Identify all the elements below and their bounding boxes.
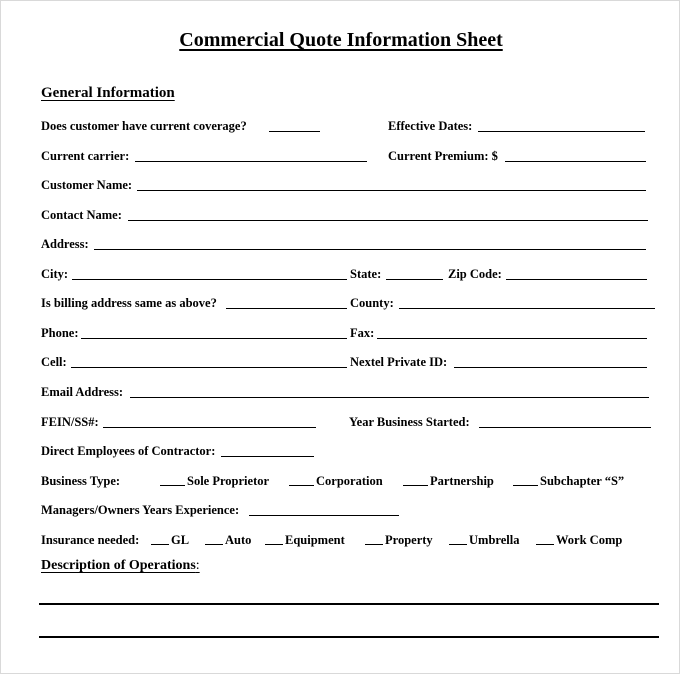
billing-same-label: Is billing address same as above? (41, 296, 217, 310)
row-direct-employees (41, 443, 661, 461)
row-contact-name (41, 207, 661, 225)
option-label: Umbrella (469, 533, 520, 547)
managers-experience-label: Managers/Owners Years Experience: (41, 503, 240, 517)
option-label: Partnership (430, 474, 494, 488)
email-address-field[interactable] (130, 397, 649, 398)
address-label: Address: (41, 237, 89, 251)
row-address (41, 236, 661, 254)
county-label: County: (350, 296, 394, 310)
fein-field[interactable] (103, 427, 316, 428)
business-type-checkbox[interactable] (403, 485, 428, 486)
insurance-checkbox[interactable] (151, 544, 169, 545)
current-coverage-label: Does customer have current coverage? (41, 119, 247, 133)
effective-dates-label: Effective Dates: (388, 119, 473, 133)
option-label: Subchapter “S” (540, 474, 625, 488)
description-line[interactable] (39, 603, 659, 605)
insurance-checkbox[interactable] (365, 544, 383, 545)
option-label: GL (171, 533, 190, 547)
insurance-option[interactable] (151, 532, 189, 548)
nextel-id-field[interactable] (454, 367, 647, 368)
address-field[interactable] (94, 249, 646, 250)
business-type-option[interactable] (160, 473, 269, 489)
row-city (41, 266, 661, 284)
contact-name-label: Contact Name: (41, 208, 122, 222)
managers-experience-field[interactable] (249, 515, 399, 516)
option-label: Corporation (316, 474, 383, 488)
business-type-checkbox[interactable] (289, 485, 314, 486)
effective-dates-field[interactable] (478, 131, 645, 132)
business-type-option[interactable] (403, 473, 494, 489)
state-label: State: (350, 267, 382, 281)
insurance-checkbox[interactable] (536, 544, 554, 545)
fein-label: FEIN/SS#: (41, 415, 99, 429)
contact-name-field[interactable] (128, 220, 648, 221)
insurance-needed-label: Insurance needed: (41, 533, 140, 547)
row-business-type (41, 473, 661, 491)
year-business-started-label: Year Business Started: (349, 415, 470, 429)
insurance-checkbox[interactable] (205, 544, 223, 545)
general-information-heading: General Information (41, 85, 175, 101)
cell-label: Cell: (41, 355, 67, 369)
row-coverage (41, 118, 661, 136)
option-label: Auto (225, 533, 252, 547)
description-line[interactable] (39, 636, 659, 638)
row-carrier (41, 148, 661, 166)
insurance-checkbox[interactable] (265, 544, 283, 545)
insurance-option[interactable] (536, 532, 622, 548)
current-carrier-field[interactable] (135, 161, 367, 162)
phone-label: Phone: (41, 326, 79, 340)
form-title: Commercial Quote Information Sheet (179, 29, 503, 51)
insurance-option[interactable] (205, 532, 251, 548)
cell-field[interactable] (71, 367, 347, 368)
email-address-label: Email Address: (41, 385, 124, 399)
row-insurance-needed (41, 532, 661, 550)
fax-label: Fax: (350, 326, 375, 340)
row-cell (41, 354, 661, 372)
insurance-option[interactable] (449, 532, 519, 548)
business-type-checkbox[interactable] (513, 485, 538, 486)
current-coverage-field[interactable] (269, 131, 320, 132)
row-customer-name (41, 177, 661, 195)
business-type-option[interactable] (289, 473, 383, 489)
row-phone (41, 325, 661, 343)
fax-field[interactable] (377, 338, 647, 339)
direct-employees-label: Direct Employees of Contractor: (41, 444, 216, 458)
description-of-operations-heading: Description of Operations: (41, 558, 200, 573)
nextel-id-label: Nextel Private ID: (350, 355, 448, 369)
city-label: City: (41, 267, 69, 281)
option-label: Sole Proprietor (187, 474, 270, 488)
current-premium-label: Current Premium: $ (388, 149, 498, 163)
customer-name-label: Customer Name: (41, 178, 133, 192)
business-type-label: Business Type: (41, 474, 121, 488)
insurance-checkbox[interactable] (449, 544, 467, 545)
business-type-option[interactable] (513, 473, 624, 489)
current-premium-field[interactable] (505, 161, 646, 162)
insurance-option[interactable] (365, 532, 433, 548)
insurance-option[interactable] (265, 532, 345, 548)
row-fein (41, 414, 661, 432)
option-label: Property (385, 533, 433, 547)
row-billing (41, 295, 661, 313)
row-email (41, 384, 661, 402)
phone-field[interactable] (81, 338, 347, 339)
current-carrier-label: Current carrier: (41, 149, 130, 163)
zip-code-field[interactable] (506, 279, 647, 280)
city-field[interactable] (72, 279, 347, 280)
zip-code-label: Zip Code: (448, 267, 502, 281)
billing-same-field[interactable] (226, 308, 347, 309)
year-business-started-field[interactable] (479, 427, 651, 428)
row-managers-experience (41, 502, 661, 520)
direct-employees-field[interactable] (221, 456, 314, 457)
county-field[interactable] (399, 308, 655, 309)
business-type-checkbox[interactable] (160, 485, 185, 486)
state-field[interactable] (386, 279, 443, 280)
option-label: Equipment (285, 533, 345, 547)
customer-name-field[interactable] (137, 190, 646, 191)
option-label: Work Comp (556, 533, 623, 547)
